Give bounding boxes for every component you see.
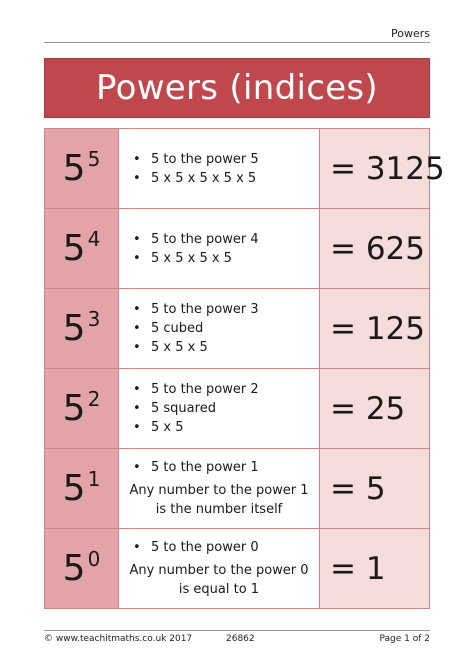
result-value: = 125 <box>330 310 425 347</box>
table-row <box>45 289 430 369</box>
power-expression <box>62 146 101 189</box>
list-item: • 5 cubed <box>151 319 319 338</box>
result-cell <box>320 449 430 529</box>
description-cell <box>119 129 320 209</box>
table-row <box>45 449 430 529</box>
header-tag: Powers <box>391 27 430 40</box>
result-cell <box>320 289 430 369</box>
power-exponent: 5 <box>87 146 101 171</box>
description-cell <box>119 209 320 289</box>
power-cell <box>45 449 119 529</box>
result-cell <box>320 129 445 209</box>
header-rule <box>44 42 430 43</box>
result-value: = 3125 <box>330 150 445 187</box>
list-item: • 5 squared <box>151 399 319 418</box>
table-row <box>45 129 430 209</box>
description-list <box>119 380 319 437</box>
powers-table <box>44 128 445 609</box>
description-cell <box>119 449 320 529</box>
page-title: Powers (indices) <box>96 68 378 108</box>
description-list <box>119 458 319 477</box>
description-list <box>119 150 319 188</box>
list-item: • 5 to the power 0 <box>151 538 319 557</box>
list-item: • 5 x 5 x 5 <box>151 338 319 357</box>
table-row <box>45 529 430 609</box>
power-expression <box>62 226 101 269</box>
power-expression <box>62 386 101 429</box>
footer-code: 26862 <box>226 634 255 644</box>
result-value: = 25 <box>330 390 406 427</box>
table-row <box>45 369 430 449</box>
list-item: • 5 x 5 x 5 x 5 <box>151 249 319 268</box>
power-base: 5 <box>62 387 86 429</box>
power-cell <box>45 129 119 209</box>
power-exponent: 4 <box>87 226 101 251</box>
description-list <box>119 538 319 557</box>
rule-note: Any number to the power 0 is equal to 1 <box>129 563 309 597</box>
table-row <box>45 209 430 289</box>
list-item: • 5 to the power 2 <box>151 380 319 399</box>
description-cell <box>119 289 320 369</box>
result-cell <box>320 369 430 449</box>
list-item: • 5 to the power 4 <box>151 230 319 249</box>
power-cell <box>45 209 119 289</box>
title-banner <box>44 58 430 118</box>
result-cell <box>320 529 430 609</box>
power-expression <box>62 466 101 509</box>
power-exponent: 2 <box>87 386 101 411</box>
list-item: • 5 to the power 1 <box>151 458 319 477</box>
rule-note: Any number to the power 1 is the number itself <box>129 483 309 517</box>
power-exponent: 0 <box>87 546 101 571</box>
description-cell <box>119 529 320 609</box>
power-base: 5 <box>62 307 86 349</box>
result-value: = 625 <box>330 230 425 267</box>
power-base: 5 <box>62 147 86 189</box>
power-base: 5 <box>62 227 86 269</box>
list-item: • 5 to the power 5 <box>151 150 319 169</box>
footer-page: Page 1 of 2 <box>379 634 430 644</box>
list-item: • 5 x 5 x 5 x 5 x 5 <box>151 169 319 188</box>
power-base: 5 <box>62 467 86 509</box>
result-value: = 1 <box>330 550 386 587</box>
footer <box>44 630 430 644</box>
result-value: = 5 <box>330 470 386 507</box>
description-cell <box>119 369 320 449</box>
list-item: • 5 to the power 3 <box>151 300 319 319</box>
power-exponent: 3 <box>87 306 101 331</box>
power-cell <box>45 529 119 609</box>
power-cell <box>45 369 119 449</box>
description-list <box>119 300 319 357</box>
description-list <box>119 230 319 268</box>
power-expression <box>62 546 101 589</box>
power-base: 5 <box>62 547 86 589</box>
power-exponent: 1 <box>87 466 101 491</box>
footer-copyright: © www.teachitmaths.co.uk 2017 <box>44 634 193 644</box>
result-cell <box>320 209 430 289</box>
power-cell <box>45 289 119 369</box>
list-item: • 5 x 5 <box>151 418 319 437</box>
power-expression <box>62 306 101 349</box>
